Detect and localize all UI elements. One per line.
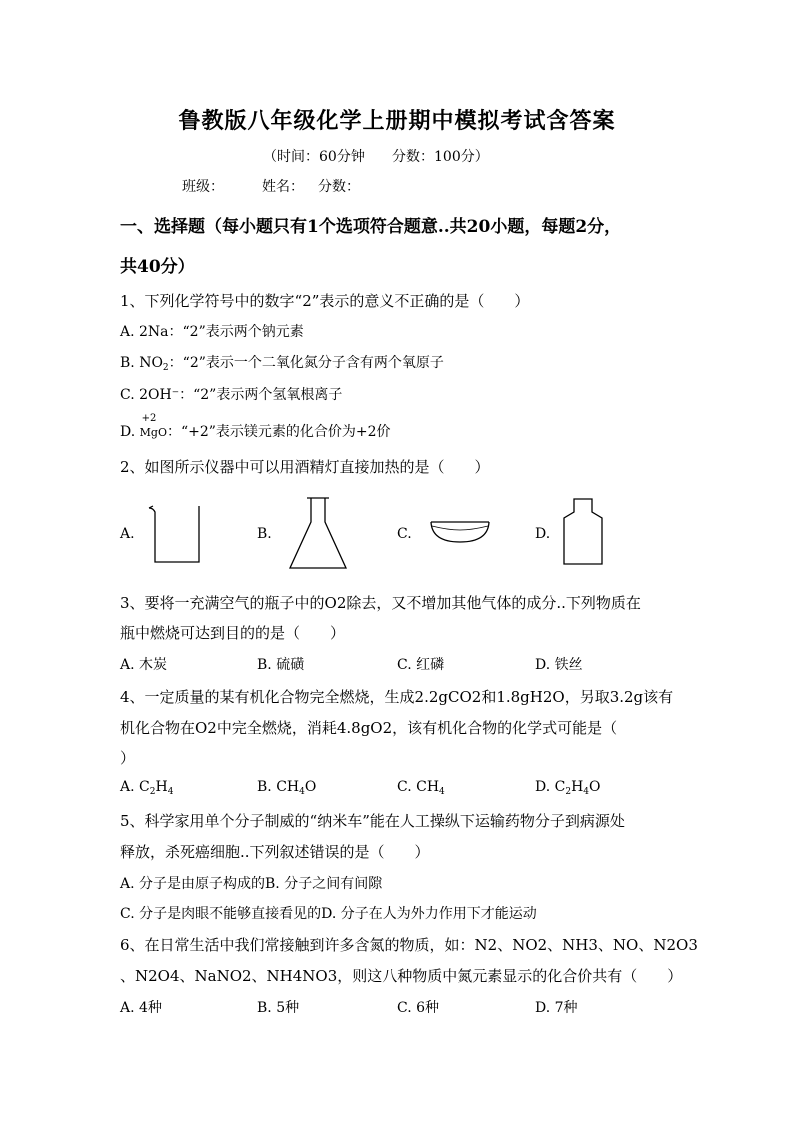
question-6-option-a: A. 4种 bbox=[120, 1000, 162, 1016]
class-label: 班级： bbox=[182, 179, 224, 195]
question-4-option-b: B. $CH_4O$ bbox=[257, 779, 317, 797]
question-1-option-c: C. 2OH⁻：“2”表示两个氢氧根离子 bbox=[120, 387, 343, 403]
section-heading-line1: 一、选择题（每小题只有1个选项符合题意..共20小题，每题2分， bbox=[120, 217, 622, 237]
question-6-stem-line2: 、N2O4、NaNO2、NH4NO3，则这八种物质中氮元素显示的化合价共有（ ） bbox=[120, 967, 683, 985]
question-2-stem: 2、如图所示仪器中可以用酒精灯直接加热的是（ ） bbox=[120, 458, 490, 476]
question-5-options-cd: C. 分子是肉眼不能够直接看见的D. 分子在人为外力作用下才能运动 bbox=[120, 906, 537, 922]
question-3-stem-line2: 瓶中燃烧可达到目的的是（ ） bbox=[120, 624, 346, 642]
question-3-option-b: B. 硫磺 bbox=[257, 657, 305, 673]
evaporating-dish-icon bbox=[428, 516, 492, 546]
question-3-option-a: A. 木炭 bbox=[120, 657, 168, 673]
question-3-option-c: C. 红磷 bbox=[397, 657, 445, 673]
question-4-stem-line2: 机化合物在O2中完全燃烧，消耗4.8gO2，该有机化合物的化学式可能是（ bbox=[120, 719, 618, 737]
question-6-option-b: B. 5种 bbox=[257, 1000, 300, 1016]
question-4-stem-line1: 4、一定质量的某有机化合物完全燃烧，生成2.2gCO2和1.8gH2O，另取3.2g该有 bbox=[120, 688, 674, 706]
exam-total-score: 分数：100分） bbox=[392, 149, 489, 165]
question-4-option-c: C. $CH_4$ bbox=[397, 779, 445, 797]
conical-flask-icon bbox=[285, 494, 355, 574]
question-1-option-a: A. 2Na：“2”表示两个钠元素 bbox=[120, 324, 304, 340]
question-6-stem-line1: 6、在日常生活中我们常接触到许多含氮的物质，如：N2、NO2、NH3、NO、N2O3 bbox=[120, 936, 698, 954]
question-4-option-d: D. $C_2H_4O$ bbox=[535, 779, 601, 797]
page-title: 鲁教版八年级化学上册期中模拟考试含答案 bbox=[178, 108, 616, 134]
question-5-stem-line2: 释放，杀死癌细胞..下列叙述错误的是（ ） bbox=[120, 843, 430, 861]
section-heading-line2: 共40分） bbox=[120, 257, 195, 277]
question-2-option-d: D. bbox=[535, 526, 551, 542]
beaker-icon bbox=[145, 500, 205, 566]
oxidation-state-notation: +2 MgO bbox=[139, 413, 167, 439]
question-4-stem-line3: ） bbox=[120, 749, 136, 767]
question-3-option-d: D. 铁丝 bbox=[535, 657, 583, 673]
question-1-stem: 1、下列化学符号中的数字“2”表示的意义不正确的是（ ） bbox=[120, 292, 530, 310]
question-4-option-a: A. $C_2H_4$ bbox=[120, 779, 174, 797]
question-6-option-c: C. 6种 bbox=[397, 1000, 440, 1016]
name-label: 姓名： bbox=[262, 179, 304, 195]
question-5-stem-line1: 5、科学家用单个分子制威的“纳米车”能在人工操纵下运输药物分子到病源处 bbox=[120, 812, 625, 830]
question-2-option-c: C. bbox=[397, 526, 412, 542]
question-2-option-b: B. bbox=[257, 526, 272, 542]
score-label: 分数： bbox=[318, 179, 360, 195]
question-1-option-d: D. +2 MgO：“+2”表示镁元素的化合价为+2价 bbox=[120, 413, 391, 440]
question-5-options-ab: A. 分子是由原子构成的B. 分子之间有间隙 bbox=[120, 876, 383, 892]
question-1-option-b: B. $NO_2$：“2”表示一个二氧化氮分子含有两个氧原子 bbox=[120, 355, 444, 373]
reagent-bottle-icon bbox=[560, 496, 606, 568]
question-2-option-a: A. bbox=[120, 526, 135, 542]
exam-time: （时间：60分钟 bbox=[263, 149, 365, 165]
question-3-stem-line1: 3、要将一充满空气的瓶子中的O2除去，又不增加其他气体的成分..下列物质在 bbox=[120, 594, 641, 612]
question-6-option-d: D. 7种 bbox=[535, 1000, 578, 1016]
